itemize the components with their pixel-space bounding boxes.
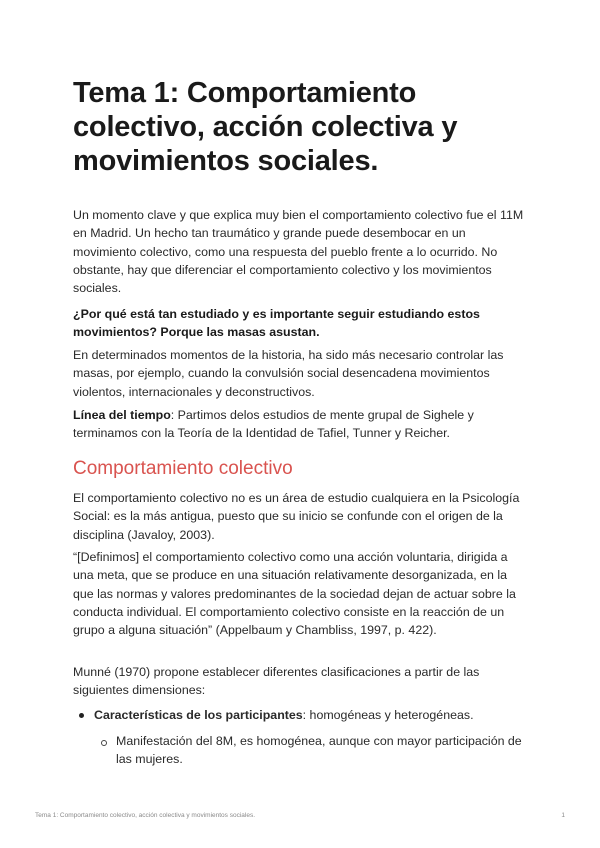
section-quote: “[Definimos] el comportamiento colectivo como una acción voluntaria, dirigida a una meta, que se produce en una situación relativamente desorganizada, en la que las normas y valores predominantes de la sociedad dejan de actuar sobre la conducta individual. El comportamiento colectivo consiste en la reacción de un grupo a alguna situación” (Appelbaum y Chambliss, 1997, p. 422). [73,550,516,638]
section-paragraph-1: El comportamiento colectivo no es un área de estudio cualquiera en la Psicología Social: es la más antigua, puesto que su inicio se confunde con el origen de la disciplina (Javaloy, 2003). [73,491,520,542]
page-footer [35,812,565,819]
timeline-paragraph [73,406,529,443]
timeline-label: Línea del tiempo [73,408,171,422]
bullet-text: : homogéneas y heterogéneas. [302,708,474,722]
bullet-label: Características de los participantes [94,708,303,722]
intro-paragraph-3: En determinados momentos de la historia, ha sido más necesario controlar las masas, por ejemplo, cuando la convulsión social desencadena movimientos violentos, internacionales y deconstructivos. [73,348,504,399]
intro-question: ¿Por qué está tan estudiado y es importante seguir estudiando estos movimientos? Porque las masas asustan. [73,307,480,340]
page-number: 1 [561,812,565,819]
bullet-dot-icon [79,713,84,718]
footer-title: Tema 1: Comportamiento colectivo, acción colectiva y movimientos sociales. [35,812,256,819]
timeline-text: : Partimos delos estudios de mente grupal de Sighele y terminamos con la Teoría de la Identidad de Tafiel, Tunner y Reicher. [73,408,474,441]
subbullet-circle-icon [101,740,107,746]
intro-paragraph-2 [73,305,529,342]
page-title: Tema 1: Comportamiento colectivo, acción colectiva y movimientos sociales. [73,77,458,177]
section-paragraph-3: Munné (1970) propone establecer diferentes clasificaciones a partir de las siguientes dimensiones: [73,665,480,698]
bullet-item [94,706,524,724]
subbullet-item: Manifestación del 8M, es homogénea, aunque con mayor participación de las mujeres. [116,734,522,767]
section-heading: Comportamiento colectivo [73,458,293,479]
intro-paragraph-1: Un momento clave y que explica muy bien el comportamiento colectivo fue el 11M en Madrid. Un hecho tan traumático y grande puede desembocar en un movimiento colectivo, como una respuesta del pueblo frente a lo ocurrido. No obstante, hay que diferenciar el comportamiento colectivo y los movimientos sociales. [73,208,524,296]
